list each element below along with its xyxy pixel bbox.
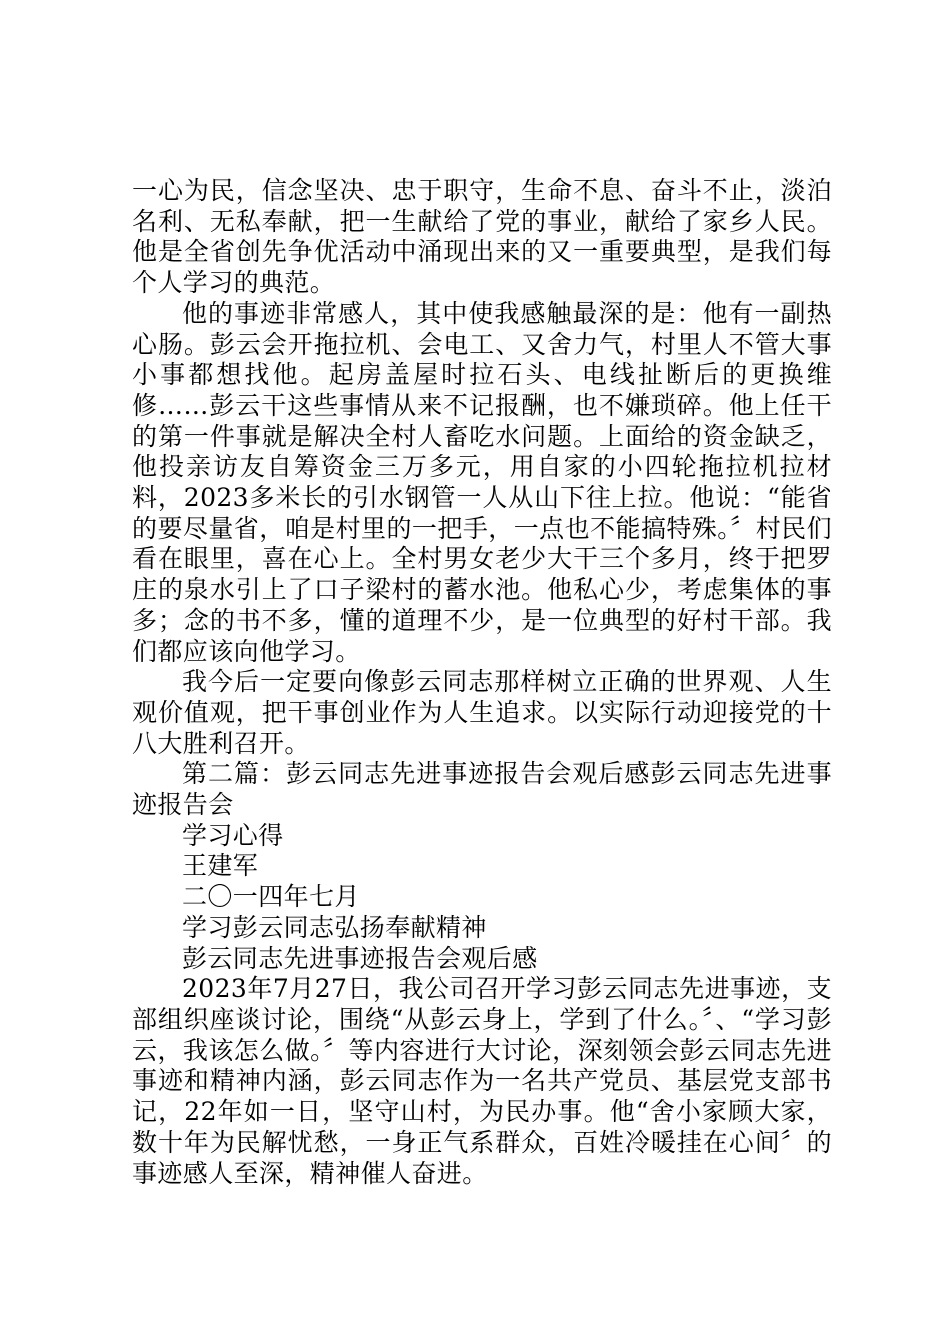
paragraph-resolution: 我今后一定要向像彭云同志那样树立正确的世界观、人生观价值观，把干事创业作为人生追求。以实际行动迎接党的十八大胜利召开。 [132, 667, 832, 758]
paragraph-touching-deeds: 他的事迹非常感人，其中使我感触最深的是：他有一副热心肠。彭云会开拖拉机、会电工、又舍力气，村里人不管大事小事都想找他。起房盖屋时拉石头、电线扯断后的更换维修……彭云干这些事情从来不记报酬，也不嫌琐碎。他上任干的第一件事就是解决全村人畜吃水问题。上面给的资金缺乏，他投亲访友自筹资金三万多元，用自家的小四轮拖拉机拉材料，2023多米长的引水钢管一人从山下往上拉。他说：“能省的要尽量省，咱是村里的一把手，一点也不能搞特殊。〞村民们看在眼里，喜在心上。全村男女老少大干三个多月，终于把罗庄的泉水引上了口子梁村的蓄水池。他私心少，考虑集体的事多；念的书不多，懂的道理不少，是一位典型的好村干部。我们都应该向他学习。 [132, 298, 832, 666]
document-page [132, 176, 832, 1189]
subtitle-study-notes: 学习心得 [182, 820, 284, 850]
document-date: 二〇一四年七月 [182, 882, 360, 912]
section-heading-part-two: 第二篇：彭云同志先进事迹报告会观后感彭云同志先进事迹报告会 [132, 759, 832, 820]
paragraph-meeting-report: 2023年7月27日，我公司召开学习彭云同志先进事迹，支部组织座谈讨论，围绕“从彭云身上，学到了什么。〞、“学习彭云，我该怎么做。〞等内容进行大讨论，深刻领会彭云同志先进事迹和精神内涵，彭云同志作为一名共产党员、基层党支部书记，22年如一日，坚守山村，为民办事。他“舍小家顾大家，数十年为民解忧愁，一身正气系群众，百姓冷暖挂在心间〞的事迹感人至深，精神催人奋进。 [132, 974, 832, 1188]
author-name: 王建军 [182, 851, 259, 881]
paragraph-continuation: 一心为民，信念坚决、忠于职守，生命不息、奋斗不止，淡泊名利、无私奉献，把一生献给了党的事业，献给了家乡人民。他是全省创先争优活动中涌现出来的又一重要典型，是我们每个人学习的典范。 [132, 176, 832, 298]
article-subtitle: 彭云同志先进事迹报告会观后感 [182, 943, 538, 973]
article-title: 学习彭云同志弘扬奉献精神 [182, 912, 487, 942]
